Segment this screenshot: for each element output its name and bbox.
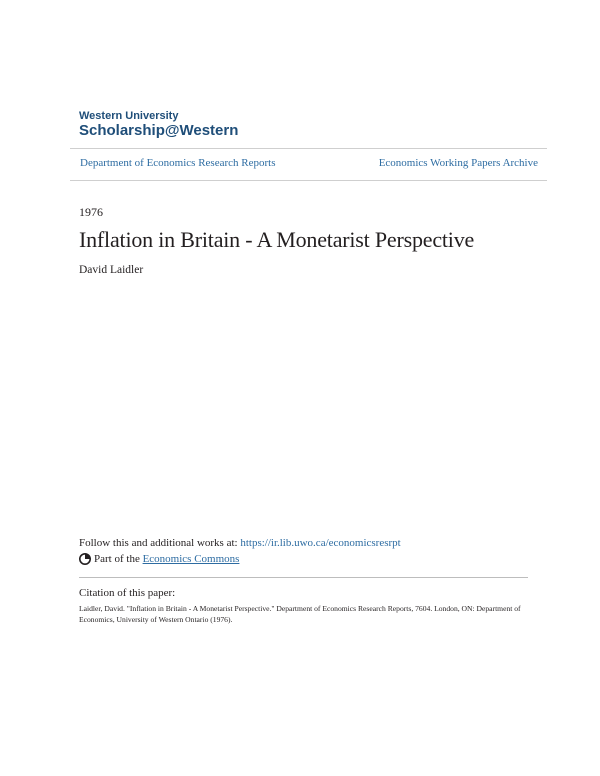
follow-line: [79, 537, 401, 549]
economics-working-papers-archive-link[interactable]: Economics Working Papers Archive: [378, 157, 538, 169]
commons-icon: [79, 553, 91, 565]
paper-author: David Laidler: [79, 264, 144, 276]
publication-year: 1976: [79, 205, 103, 219]
paper-title: Inflation in Britain - A Monetarist Perspective: [79, 227, 475, 252]
part-of-line: [79, 553, 239, 565]
header-divider-top: [70, 148, 547, 149]
follow-prefix: Follow this and additional works at:: [79, 537, 241, 549]
header-divider-bottom: [70, 180, 547, 181]
citation-divider: [79, 577, 528, 578]
citation-heading: Citation of this paper:: [79, 587, 176, 599]
collection-url-link[interactable]: https://ir.lib.uwo.ca/economicsresrpt: [240, 537, 401, 549]
department-research-reports-link[interactable]: Department of Economics Research Reports: [80, 157, 276, 169]
economics-commons-link[interactable]: Economics Commons: [142, 553, 240, 565]
citation-text: Laidler, David. "Inflation in Britain - A Monetarist Perspective." Department of Economics Research Reports, 7604. London, ON: Department of Economics, University of Western Ontario (1976).: [79, 604, 521, 624]
part-of-prefix: Part of the: [94, 553, 140, 565]
repository-name[interactable]: Scholarship@Western: [79, 122, 239, 139]
institution-name: Western University: [79, 110, 179, 122]
